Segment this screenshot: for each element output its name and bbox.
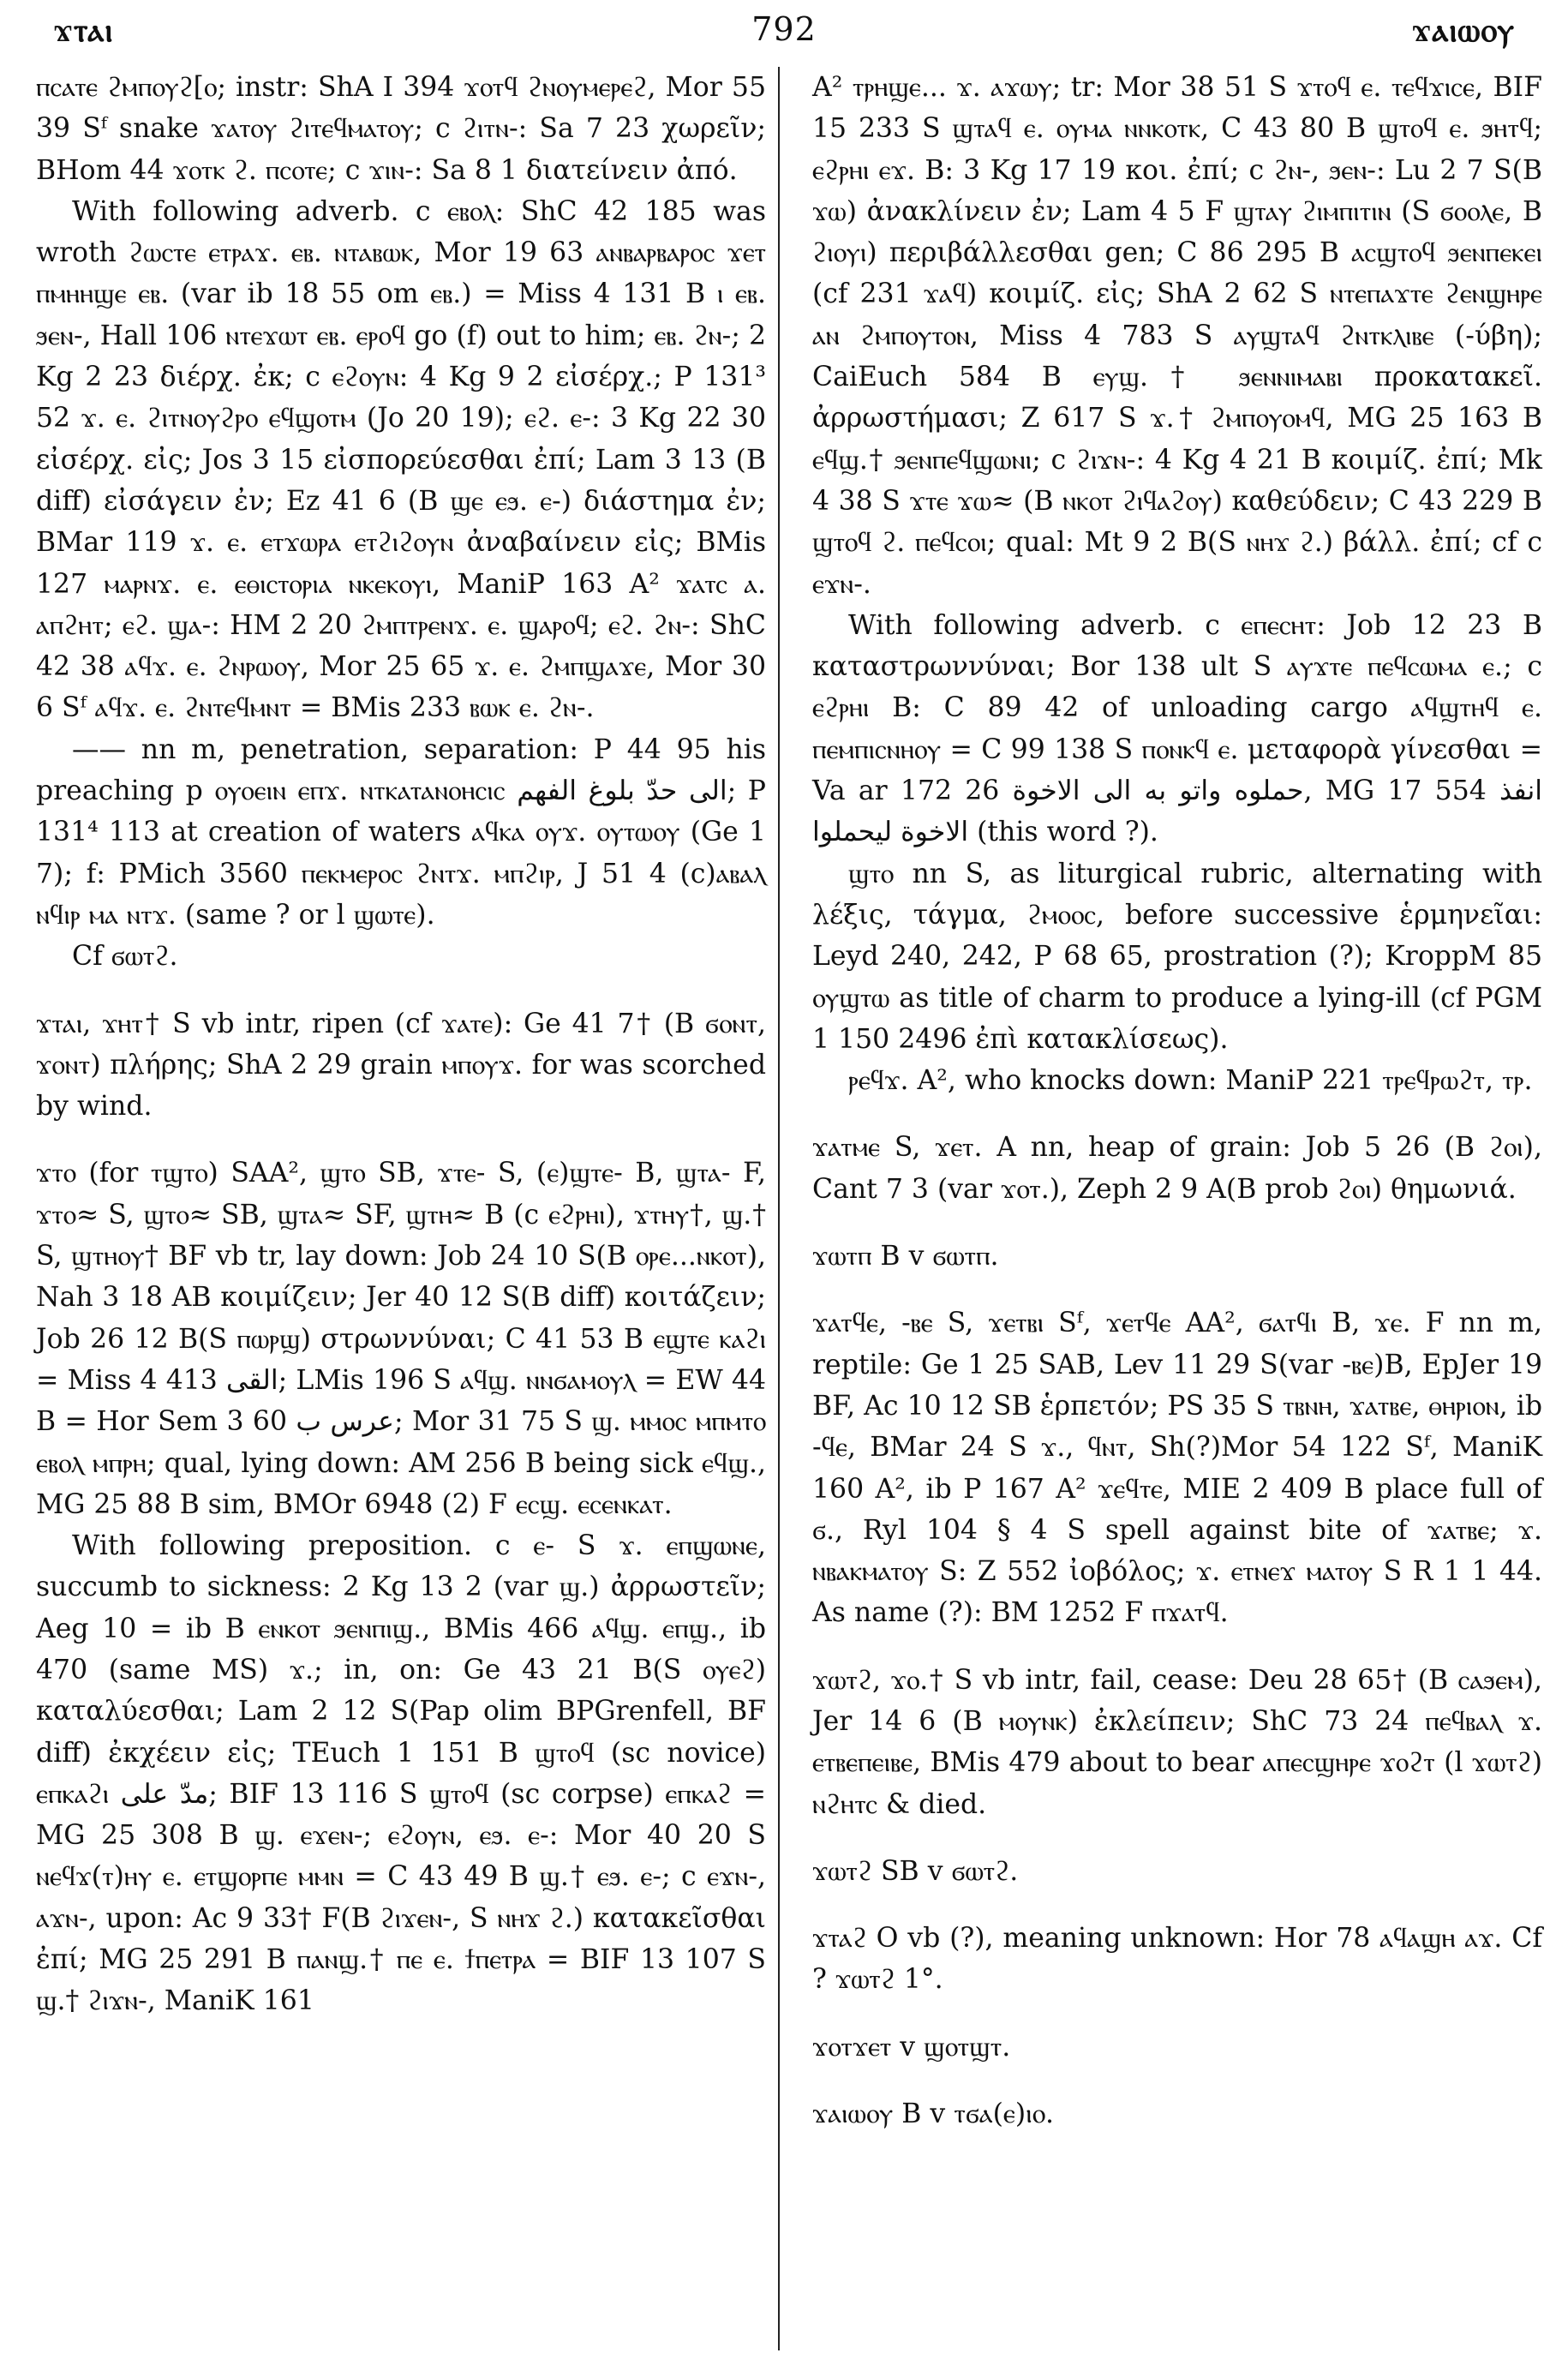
dictionary-paragraph: With following adverb. c ⲉⲃⲟⲗ: ShC 42 185 was wroth ϩⲱⲥⲧⲉ ⲉⲧⲣⲁϫ. ⲉⲃ. ⲛⲧⲁⲃⲱⲕ, Mor 19 63 ⲁⲛⲃⲁⲣⲃⲁⲣⲟⲥ ϫⲉⲧ ⲡⲙⲏⲏϣⲉ ⲉⲃ. (var ib 18 55 om ⲉⲃ.) = Miss 4 131 B ⲓ ⲉⲃ. ϧⲉⲛ-, Hall 106 ⲛⲧⲉϫⲱⲧ ⲉⲃ. ⲉⲣⲟϥ go (f) out to him; ⲉⲃ. ϩⲛ-; 2 Kg 2 23 διέρχ. ἐκ; c ⲉϩⲟⲩⲛ: 4 Kg 9 2 εἰσέρχ.; P 131³ 52 ϫ. ⲉ. ϩⲓⲧⲛⲟⲩϩⲣⲟ ⲉϥϣⲟⲧⲙ (Jo 20 19); ⲉϩ. ⲉ-: 3 Kg 22 30 εἰσέρχ. εἰς; Jos 3 15 εἰσπορεύεσθαι ἐπί; Lam 3 13 (B diff) εἰσάγειν ἐν; Ez 41 6 (B ϣⲉ ⲉϧ. ⲉ-) διάστημα ἐν; BMar 119 ϫ. ⲉ. ⲉⲧϫⲱⲣⲁ ⲉⲧϩⲓϩⲟⲩⲛ ἀναβαίνειν εἰς; BMis 127 ⲙⲁⲣⲛϫ. ⲉ. ⲉⲑⲓⲥⲧⲟⲣⲓⲁ ⲛⲕⲉⲕⲟⲩⲓ, ManiP 163 A² ϫⲁⲧⲥ ⲁ. ⲁⲡϩⲏⲧ; ⲉϩ. ϣⲁ-: HM 2 20 ϩⲙⲡⲧⲣⲉⲛϫ. ⲉ. ϣⲁⲣⲟϥ; ⲉϩ. ϩⲛ-: ShC 42 38 ⲁϥϫ. ⲉ. ϩⲛⲣⲱⲟⲩ, Mor 25 65 ϫ. ⲉ. ϩⲙⲡϣⲁϫⲉ, Mor 30 6 Sᶠ ⲁϥϫ. ⲉ. ϩⲛⲧⲉϥⲙⲛⲧ = BMis 233 ⲃⲱⲕ ⲉ. ϩⲛ-. — [36, 195, 766, 724]
dictionary-paragraph: ϫⲧⲟ (for ⲧϣⲧⲟ) SAA², ϣⲧⲟ SB, ϫⲧⲉ- S, (ⲉ)ϣⲧⲉ- B, ϣⲧⲁ- F, ϫⲧⲟ≈ S, ϣⲧⲟ≈ SB, ϣⲧⲁ≈ SF, ϣⲧⲏ≈ B (c ⲉϩⲣⲏⲓ), ϫⲧⲏⲩ†, ϣ.† S, ϣⲧⲏⲟⲩ† BF vb tr, lay down: Job 24 10 S(B ⲟⲣⲉ...ⲛⲕⲟⲧ), Nah 3 18 AB κοιμίζειν; Jer 40 12 S(B diff) κοιτάζειν; Job 26 12 B(S ⲡⲱⲣϣ) στρωννύναι; C 41 53 B ⲉϣⲧⲉ ⲕⲁϩⲓ = Miss 4 413 القى; LMis 196 S ⲁϥϣ. ⲛⲛϭⲁⲙⲟⲩⲗ = EW 44 B = Hor Sem 3 60 عرس ب; Mor 31 75 S ϣ. ⲙⲙⲟⲥ ⲙⲡⲙⲧⲟ ⲉⲃⲟⲗ ⲙⲡⲣⲏ; qual, lying down: AM 256 B being sick ⲉϥϣ., MG 25 88 B sim, BMOr 6948 (2) F ⲉⲥϣ. ⲉⲥⲉⲛⲕⲁⲧ. — [36, 1158, 767, 1520]
dictionary-paragraph: ⲡⲥⲁⲧⲉ ϩⲙⲡⲟⲩϩ[ⲟ; instr: ShA I 394 ϫⲟⲧϥ ϩⲛⲟⲩⲙⲉⲣⲉϩ, Mor 55 39 Sᶠ snake ϫⲁⲧⲟⲩ ϩⲓⲧⲉϥⲙⲁⲧⲟⲩ; c ϩⲓⲧⲛ-: Sa 7 23 χωρεῖν; BHom 44 ϫⲟⲧⲕ ϩ. ⲡⲥⲟⲧⲉ; c ϫⲓⲛ-: Sa 8 1 διατείνειν ἀπό. — [36, 72, 766, 186]
page-number: 792 — [751, 10, 817, 48]
column-divider — [778, 67, 780, 2350]
dictionary-paragraph: ϫⲟⲧϫⲉⲧ v ϣⲟⲧϣⲧ. — [812, 2031, 1011, 2063]
dictionary-paragraph: With following preposition. c ⲉ- S ϫ. ⲉⲡϣⲱⲛⲉ, succumb to sickness: 2 Kg 13 2 (var ϣ.) ἀρρωστεῖν; Aeg 10 = ib B ⲉⲛⲕⲟⲧ ϧⲉⲛⲡⲓϣ., BMis 466 ⲁϥϣ. ⲉⲡϣ., ib 470 (same MS) ϫ.; in, on: Ge 43 21 B(S ⲟⲩⲉϩ) καταλύεσθαι; Lam 2 12 S(Pap olim BPGrenfell, BF diff) ἐκχέειν εἰς; TEuch 1 151 B ϣⲧⲟϥ (sc novice) ⲉⲡⲕⲁϩⲓ مدّ على; BIF 13 116 S ϣⲧⲟϥ (sc corpse) ⲉⲡⲕⲁϩ = MG 25 308 B ϣ. ⲉϫⲉⲛ-; ⲉϩⲟⲩⲛ, ⲉϧ. ⲉ-: Mor 40 20 S ⲛⲉϥϫ(ⲧ)ⲏⲩ ⲉ. ⲉⲧϣⲟⲣⲡⲉ ⲙⲙⲛ = C 43 49 B ϣ.† ⲉϧ. ⲉ-; c ⲉϫⲛ-, ⲁϫⲛ-, upon: Ac 9 33† F(B ϩⲓϫⲉⲛ-, S ⲛⲏϫ ϩ.) κατακεῖσθαι ἐπί; MG 25 291 B ⲡⲁⲛϣ.† ⲡⲉ ⲉ. ϯⲡⲉⲧⲣⲁ = BIF 13 107 S ϣ.† ϩⲓϫⲛ-, ManiK 161 — [36, 1530, 766, 2017]
running-head-left: ϫⲧⲁⲓ — [53, 10, 114, 49]
dictionary-paragraph: ϫⲁⲧϥⲉ, -ⲃⲉ S, ϫⲉⲧⲃⲓ Sᶠ, ϫⲉⲧϥⲉ AA², ϭⲁⲧϥⲓ B, ϫⲉ. F nn m, reptile: Ge 1 25 SAB, Lev 11 29 S(var -ⲃⲉ)B, EpJer 19 BF, Ac 10 12 SB ἑρπετόν; PS 35 S ⲧⲃⲛⲏ, ϫⲁⲧⲃⲉ, ⲑⲏⲣⲓⲟⲛ, ib -ϥⲉ, BMar 24 S ϫ., ϥⲛⲧ, Sh(?)Mor 54 122 Sᶠ, ManiK 160 A², ib P 167 A² ϫⲉϥⲧⲉ, MIE 2 409 B place full of ϭ., Ryl 104 § 4 S spell against bite of ϫⲁⲧⲃⲉ; ϫ. ⲛⲃⲁⲕⲙⲁⲧⲟⲩ S: Z 552 ἰοβόλος; ϫ. ⲉⲧⲛⲉϫ ⲙⲁⲧⲟⲩ S R 1 1 44. As name (?): BM 1252 F ⲡϫⲁⲧϥ. — [812, 1308, 1542, 1629]
dictionary-paragraph: ϫⲱⲧⲡ B v ϭⲱⲧⲡ. — [812, 1241, 999, 1272]
running-head-right: ϫⲁⲓⲱⲟⲩ — [1411, 10, 1515, 49]
dictionary-paragraph: ϣⲧⲟ nn S, as liturgical rubric, alternating with λέξις, τάγμα, ϩⲙⲟⲟⲥ, before successive ἑρμηνεῖαι: Leyd 240, 242, P 68 65, prostration (?); KroppM 85 ⲟⲩϣⲧⲱ as title of charm to produce a lying-ill (cf PGM 1 150 2496 ἐπὶ κατακλίσεως). — [812, 858, 1542, 1055]
dictionary-paragraph: A² ⲧⲣⲏϣⲉ... ϫ. ⲁϫⲱⲩ; tr: Mor 38 51 S ϫⲧⲟϥ ⲉ. ⲧⲉϥϫⲓⲥⲉ, BIF 15 233 S ϣⲧⲁϥ ⲉ. ⲟⲩⲙⲁ ⲛⲛⲕⲟⲧⲕ, C 43 80 B ϣⲧⲟϥ ⲉ. ϧⲏⲧϥ; ⲉϩⲣⲏⲓ ⲉϫ. B: 3 Kg 17 19 κοι. ἐπί; c ϩⲛ-, ϧⲉⲛ-: Lu 2 7 S(B ϫⲱ) ἀνακλίνειν ἐν; Lam 4 5 F ϣⲧⲁⲩ ϩⲓⲙⲡⲓⲧⲓⲛ (S ϭⲟⲟⲗⲉ, B ϩⲓⲟⲩⲓ) περιβάλλεσθαι gen; C 86 295 B ⲁⲥϣⲧⲟϥ ϧⲉⲛⲡⲉⲕⲉⲓ (cf 231 ϫⲁϥ) κοιμίζ. εἰς; ShA 2 62 S ⲛⲧⲉⲡⲁϫⲧⲉ ϩⲉⲛϣⲏⲣⲉ ⲁⲛ ϩⲙⲡⲟⲩⲧⲟⲛ, Miss 4 783 S ⲁⲩϣⲧⲁϥ ϩⲛⲧⲕⲗⲓⲃⲉ (-ύβη); CaiEuch 584 B ⲉⲩϣ.† ϧⲉⲛⲛⲓⲙⲁⲃⲓ προκατακεῖ. ἀρρωστήμασι; Z 617 S ϫ.† ϩⲙⲡⲟⲩⲟⲙϥ, MG 25 163 B ⲉϥϣ.† ϧⲉⲛⲡⲉϥϣⲱⲛⲓ; c ϩⲓϫⲛ-: 4 Kg 4 21 B κοιμίζ. ἐπί; Mk 4 38 S ϫⲧⲉ ϫⲱ≈ (B ⲛⲕⲟⲧ ϩⲓϥⲁϩⲟⲩ) καθεύδειν; C 43 229 B ϣⲧⲟϥ ϩ. ⲡⲉϥⲥⲟⲓ; qual: Mt 9 2 B(S ⲛⲏϫ ϩ.) βάλλ. ἐπί; cf c ⲉϫⲛ-. — [812, 72, 1542, 600]
dictionary-paragraph: ϫⲱⲧϩ, ϫⲟ.† S vb intr, fail, cease: Deu 28 65† (B ⲥⲁϧⲉⲙ), Jer 14 6 (B ⲙⲟⲩⲛⲕ) ἐκλείπειν; ShC 73 24 ⲡⲉϥⲃⲁⲗ ϫ. ⲉⲧⲃⲉⲡⲉⲓⲃⲉ, BMis 479 about to bear ⲁⲡⲉⲥϣⲏⲣⲉ ϫⲟϩⲧ (l ϫⲱⲧϩ) ⲛϩⲏⲧⲥ & died. — [812, 1664, 1542, 1820]
dictionary-paragraph: With following adverb. c ⲉⲡⲉⲥⲏⲧ: Job 12 23 B καταστρωννύναι; Bor 138 ult S ⲁⲩϫⲧⲉ ⲡⲉϥⲥⲱⲙⲁ ⲉ.; c ⲉϩⲣⲏⲓ B: C 89 42 of unloading cargo ⲁϥϣⲧⲏϥ ⲉ. ⲡⲉⲙⲡⲓⲥⲛⲏⲟⲩ = C 99 138 S ⲡⲟⲛⲕϥ ⲉ. μεταφορὰ γίνεσθαι = Va ar 172 26 حملوه واتو به الى الاخوة, MG 17 554 انفذ الاخوة ليحملوا (this word ?). — [812, 609, 1542, 848]
dictionary-paragraph: ϫⲁⲓⲱⲟⲩ B v ⲧϭⲁ(ⲉ)ⲓⲟ. — [812, 2099, 1055, 2130]
dictionary-paragraph: ϫⲧⲁϩ O vb (?), meaning unknown: Hor 78 ⲁϥⲁϣⲏ ⲁϫ. Cf ? ϫⲱⲧϩ 1°. — [812, 1923, 1542, 1996]
dictionary-paragraph: —— nn m, penetration, separation: P 44 95 his preaching p ⲟⲩⲟⲉⲓⲛ ⲉⲡϫ. ⲛⲧⲕⲁⲧⲁⲛⲟⲏⲥⲓⲥ الى حدّ بلوغ الفهم; P 131⁴ 113 at creation of waters ⲁϥⲕⲁ ⲟⲩϫ. ⲟⲩⲧⲱⲟⲩ (Ge 1 7); f: PMich 3560 ⲡⲉⲕⲙⲉⲣⲟⲥ ϩⲛⲧϫ. ⲙⲡϩⲓⲣ, J 51 4 (c)ⲁⲃⲁⲗ ⲛϥⲓⲣ ⲙⲁ ⲛⲧϫ. (same ? or l ϣⲱⲧⲉ). — [36, 733, 766, 931]
page-header — [36, 10, 1532, 62]
dictionary-paragraph: ⲣⲉϥϫ. A², who knocks down: ManiP 221 ⲧⲣⲉϥⲣⲱϩⲧ, ⲧⲣ. — [848, 1065, 1533, 1097]
dictionary-paragraph: Cf ϭⲱⲧϩ. — [72, 941, 178, 973]
left-column — [36, 67, 766, 2022]
right-column — [812, 67, 1542, 2134]
dictionary-paragraph: ϫⲱⲧϩ SB v ϭⲱⲧϩ. — [812, 1855, 1019, 1887]
dictionary-paragraph: ϫⲁⲧⲙⲉ S, ϫⲉⲧ. A nn, heap of grain: Job 5 26 (B ϩⲟⲓ), Cant 7 3 (var ϫⲟⲧ.), Zeph 2 9 A(B prob ϩⲟⲓ) θημωνιά. — [812, 1132, 1542, 1205]
dictionary-paragraph: ϫⲧⲁⲓ, ϫⲏⲧ† S vb intr, ripen (cf ϫⲁⲧⲉ): Ge 41 7† (B ϭⲟⲛⲧ, ϫⲟⲛⲧ) πλήρης; ShA 2 29 grain ⲙⲡⲟⲩϫ. for was scorched by wind. — [36, 1008, 766, 1123]
